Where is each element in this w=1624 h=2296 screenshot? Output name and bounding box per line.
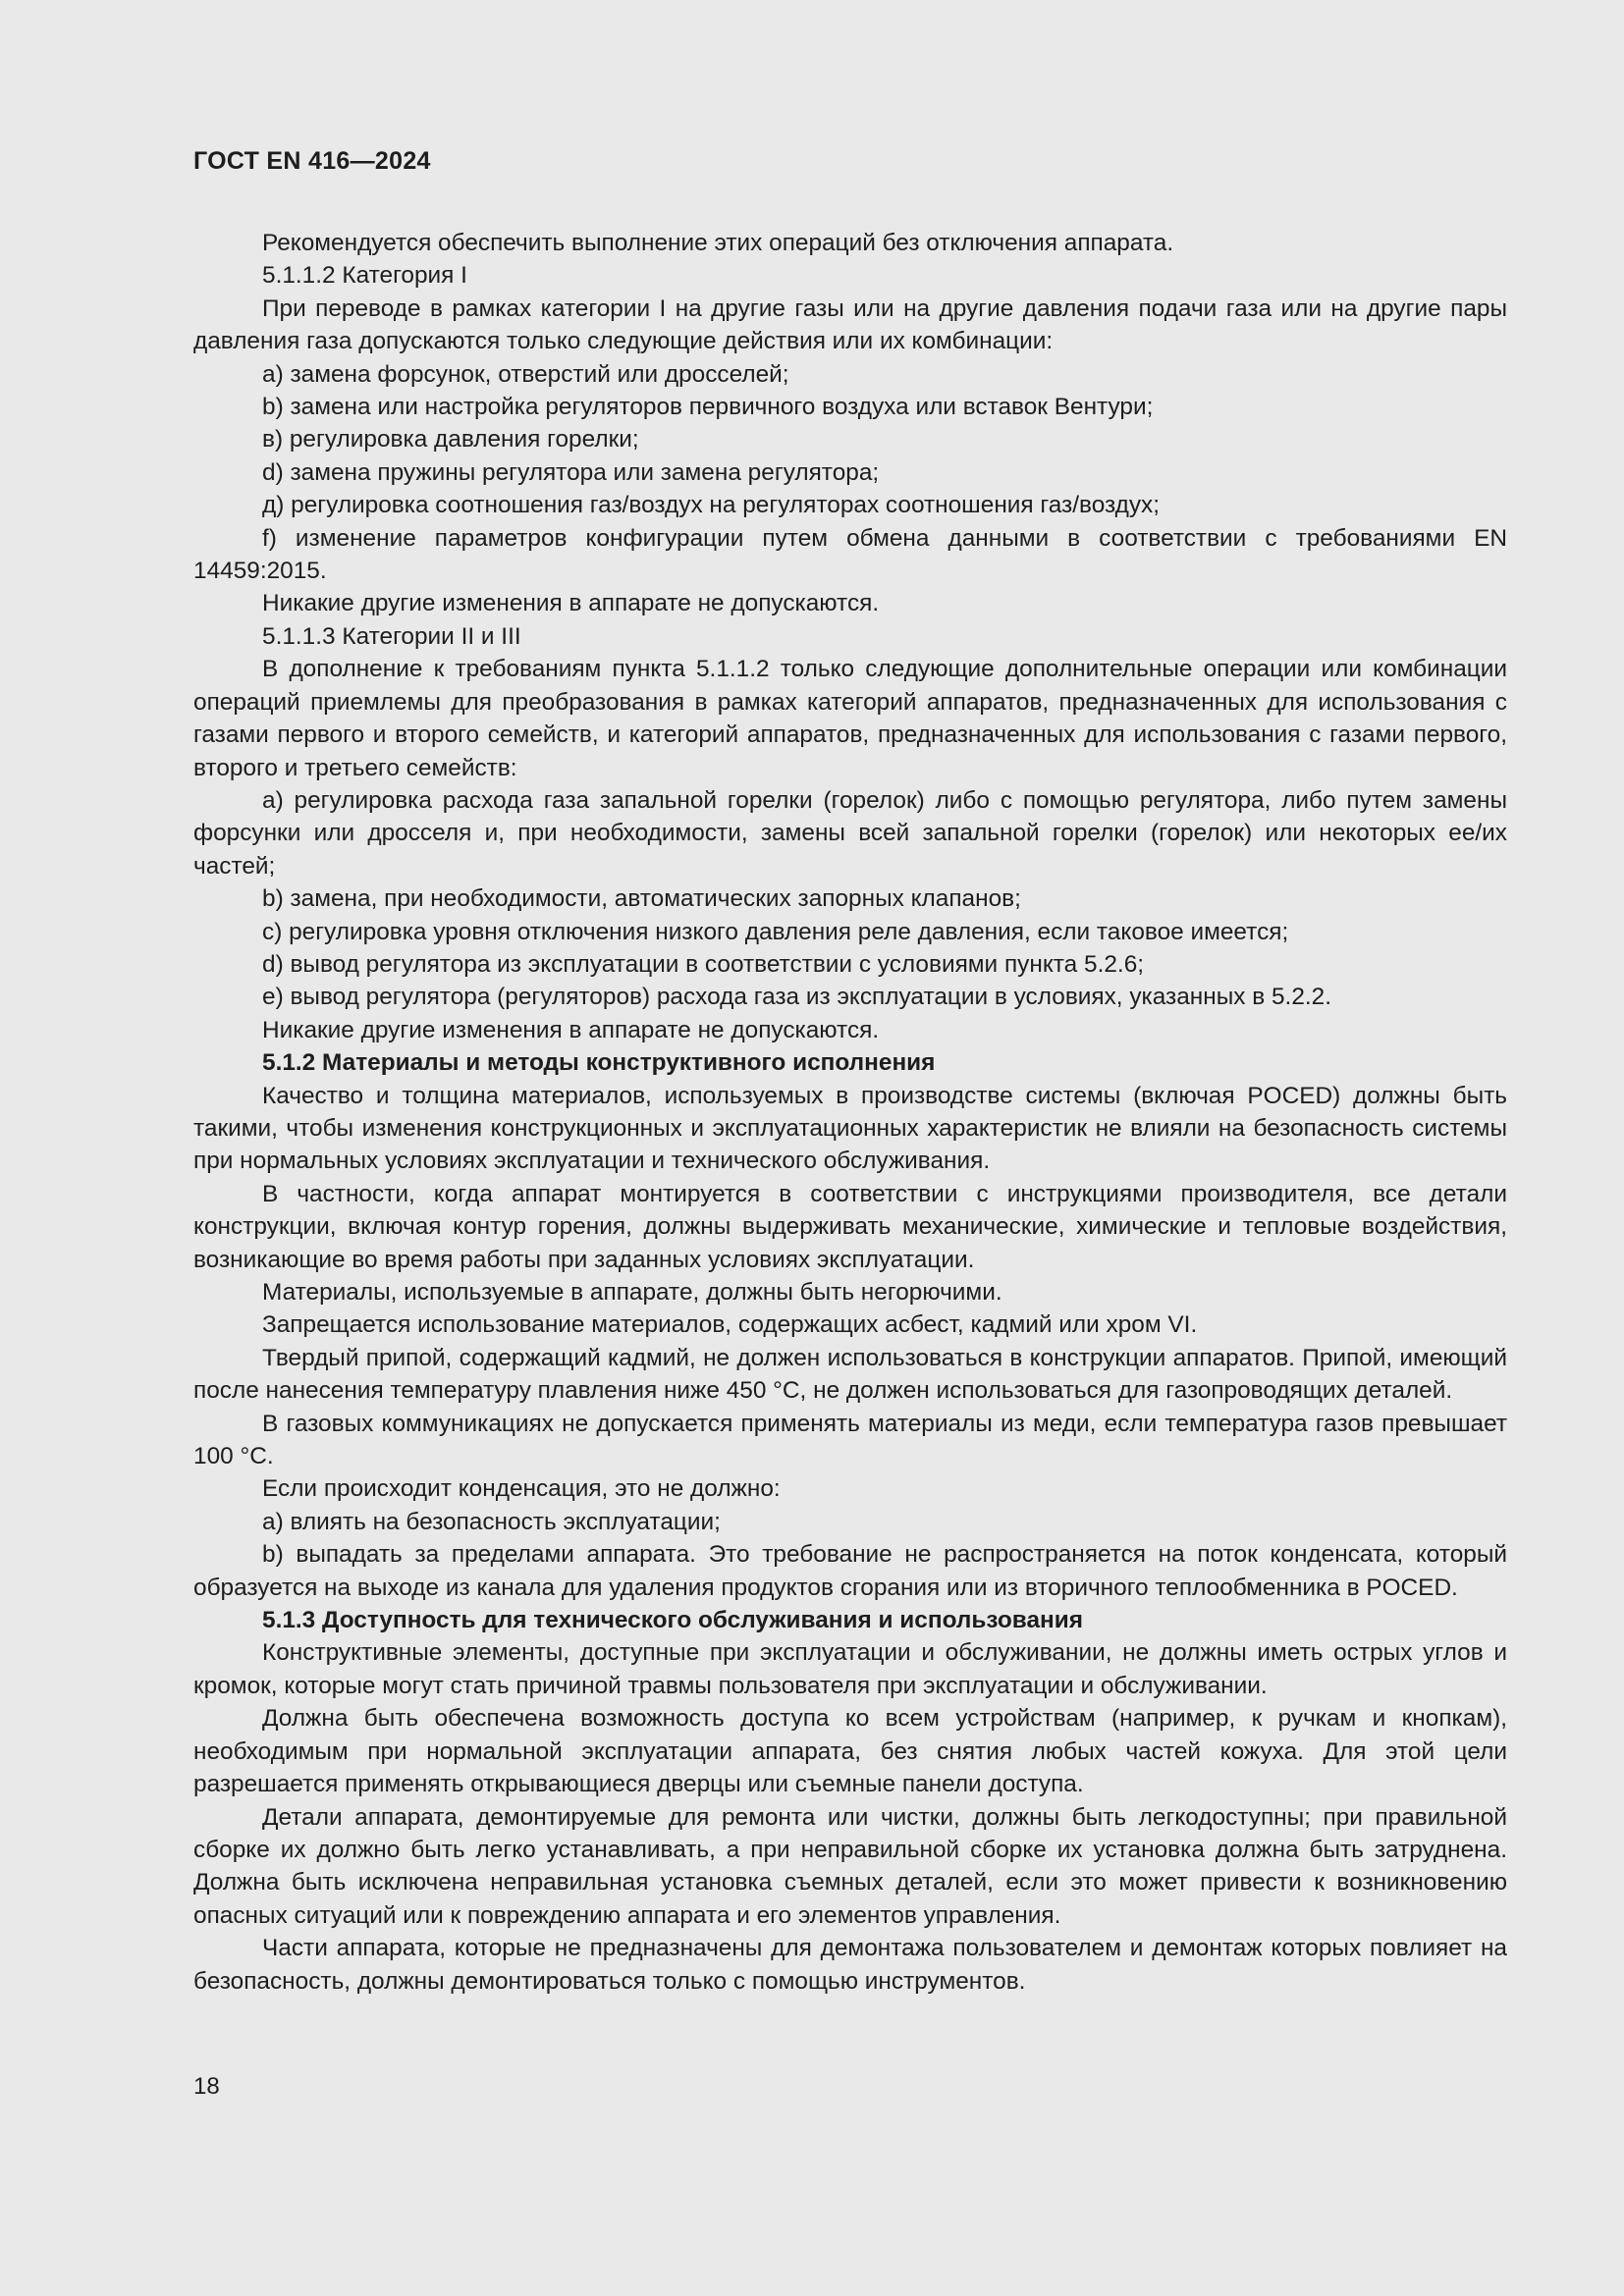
- list-item: b) выпадать за пределами аппарата. Это требование не распространяется на поток конденсата, который образуется на выходе из канала для удаления продуктов сгорания или из вторичного теплообменника в POCED.: [193, 1541, 1507, 1601]
- paragraph: Если происходит конденсация, это не должно:: [262, 1475, 781, 1503]
- list-item: д) регулировка соотношения газ/воздух на регуляторах соотношения газ/воздух;: [262, 492, 1161, 519]
- list-item: b) замена, при необходимости, автоматических запорных клапанов;: [262, 885, 1021, 913]
- section-number-5-1-1-2: 5.1.1.2 Категория I: [262, 262, 467, 290]
- list-item: e) вывод регулятора (регуляторов) расхода газа из эксплуатации в условиях, указанных в 5.2.2.: [262, 984, 1332, 1011]
- paragraph: Запрещается использование материалов, содержащих асбест, кадмий или хром VI.: [262, 1311, 1198, 1339]
- section-number-5-1-1-3: 5.1.1.3 Категории II и III: [262, 622, 521, 650]
- paragraph: Твердый припой, содержащий кадмий, не должен использоваться в конструкции аппаратов. Припой, имеющий после нанесения температуру плавления ниже 450 °C, не должен использоваться для газопроводящих деталей.: [193, 1344, 1507, 1405]
- paragraph: Качество и толщина материалов, используемых в производстве системы (включая POCED) должны быть такими, чтобы изменения конструкционных и эксплуатационных характеристик не влияли на безопасность системы при нормальных условиях эксплуатации и технического обслуживания.: [193, 1082, 1507, 1175]
- paragraph: Детали аппарата, демонтируемые для ремонта или чистки, должны быть легкодоступны; при правильной сборке их должно быть легко устанавливать, а при неправильной сборке их установка должна быть затруднена. Должна быть исключена неправильная установка съемных деталей, если это может привести к возникновению опасных ситуаций или к повреждению аппарата и его элементов управления.: [193, 1803, 1507, 1929]
- section-heading-5-1-3: 5.1.3 Доступность для технического обслуживания и использования: [262, 1607, 1083, 1634]
- list-item: d) замена пружины регулятора или замена регулятора;: [262, 458, 880, 486]
- list-item: a) замена форсунок, отверстий или дросселей;: [262, 360, 789, 388]
- list-item: b) замена или настройка регуляторов первичного воздуха или вставок Вентури;: [262, 394, 1154, 421]
- paragraph: Конструктивные элементы, доступные при эксплуатации и обслуживании, не должны иметь острых углов и кромок, которые могут стать причиной травмы пользователя при эксплуатации и обслуживании.: [193, 1639, 1507, 1699]
- section-heading-5-1-2: 5.1.2 Материалы и методы конструктивного исполнения: [262, 1049, 936, 1077]
- list-item: a) влиять на безопасность эксплуатации;: [262, 1508, 721, 1535]
- list-item: в) регулировка давления горелки;: [262, 426, 639, 454]
- paragraph: Материалы, используемые в аппарате, должны быть негорючими.: [262, 1279, 1002, 1306]
- document-header: ГОСТ EN 416—2024: [193, 147, 431, 175]
- list-item: f) изменение параметров конфигурации путем обмена данными в соответствии с требованиями EN 14459:2015.: [193, 524, 1507, 585]
- paragraph: Рекомендуется обеспечить выполнение этих операций без отключения аппарата.: [262, 230, 1174, 256]
- paragraph: В дополнение к требованиям пункта 5.1.1.2 только следующие дополнительные операции или комбинации операций приемлемы для преобразования в рамках категорий аппаратов, предназначенных для использования с газами первого и второго семейств, и категорий аппаратов, предназначенных для использования с газами первого, второго и третьего семейств:: [193, 656, 1507, 781]
- list-item: c) регулировка уровня отключения низкого давления реле давления, если таковое имеется;: [262, 918, 1289, 945]
- paragraph: Никакие другие изменения в аппарате не допускаются.: [262, 590, 880, 617]
- list-item: d) вывод регулятора из эксплуатации в соответствии с условиями пункта 5.2.6;: [262, 950, 1145, 978]
- paragraph: Части аппарата, которые не предназначены для демонтажа пользователем и демонтаж которых повлияет на безопасность, должны демонтироваться только с помощью инструментов.: [193, 1935, 1507, 1995]
- page-number: 18: [193, 2073, 220, 2100]
- paragraph: В частности, когда аппарат монтируется в соответствии с инструкциями производителя, все детали конструкции, включая контур горения, должны выдерживать механические, химические и тепловые воздействия, возникающие во время работы при заданных условиях эксплуатации.: [193, 1180, 1507, 1273]
- document-body: [193, 227, 1507, 1998]
- paragraph: В газовых коммуникациях не допускается применять материалы из меди, если температура газов превышает 100 °C.: [193, 1410, 1507, 1470]
- paragraph: Никакие другие изменения в аппарате не допускаются.: [262, 1016, 880, 1043]
- list-item: a) регулировка расхода газа запальной горелки (горелок) либо с помощью регулятора, либо путем замены форсунки или дросселя и, при необходимости, замены всей запальной горелки (горелок) или некоторых ее/их частей;: [193, 786, 1507, 880]
- paragraph: При переводе в рамках категории I на другие газы или на другие давления подачи газа или на другие пары давления газа допускаются только следующие действия или их комбинации:: [193, 294, 1507, 355]
- paragraph: Должна быть обеспечена возможность доступа ко всем устройствам (например, к ручкам и кнопкам), необходимым при нормальной эксплуатации аппарата, без снятия любых частей кожуха. Для этой цели разрешается применять открывающиеся дверцы или съемные панели доступа.: [193, 1705, 1507, 1798]
